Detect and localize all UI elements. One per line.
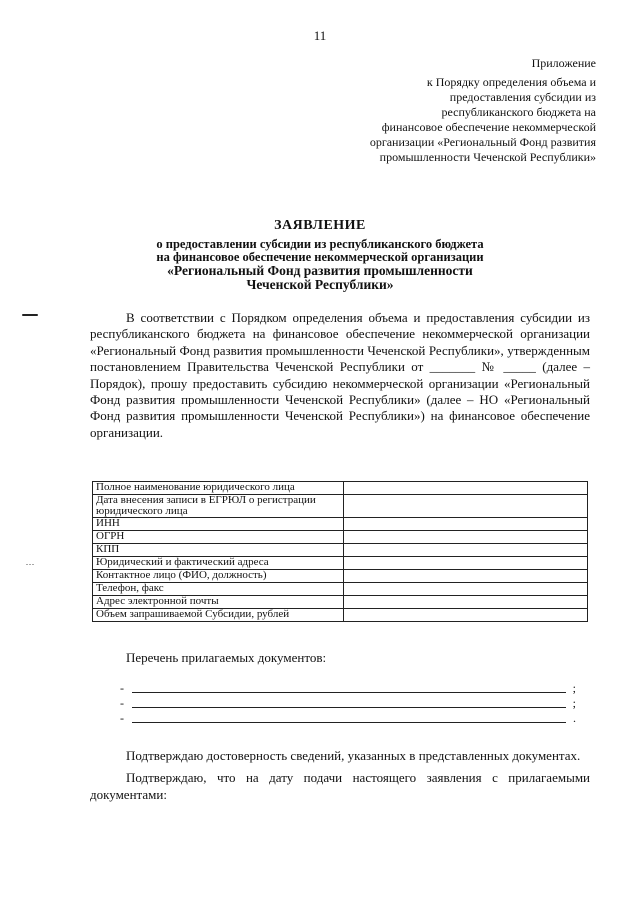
appendix-line: промышленности Чеченской Республики» xyxy=(379,150,596,164)
table-label-cell: ОГРН xyxy=(93,531,344,544)
organization-info-table xyxy=(92,481,588,622)
appendix-line: предоставления субсидии из xyxy=(449,90,596,104)
margin-dots-mark: ... xyxy=(26,558,35,567)
table-label-cell: Полное наименование юридического лица xyxy=(93,482,344,495)
document-entry-line xyxy=(120,696,580,714)
document-subtitle xyxy=(0,238,640,292)
table-value-cell xyxy=(344,518,588,531)
appendix-title: Приложение xyxy=(531,56,596,70)
table-row xyxy=(93,518,588,531)
body-text xyxy=(90,310,590,441)
table-value-cell xyxy=(344,609,588,622)
document-title: ЗАЯВЛЕНИЕ xyxy=(274,218,366,233)
body-paragraph: В соответствии с Порядком определения объема и предоставления субсидии из республиканского бюджета на финансовое обеспечение некоммерческой организации «Региональный Фонд развития промышленности Чеченской Республики», утвержденным постановлением Правительства Чеченской Республики от _______ № _____ (далее – Порядок), прошу предоставить субсидию некоммерческой организации «Региональный Фонд развития промышленности Чеченской Республики» (далее – НО «Региональный Фонд развития промышленности Чеченской Республики») на финансовое обеспечение организации. xyxy=(90,310,590,440)
table-value-cell xyxy=(344,495,588,518)
table-label-cell: КПП xyxy=(93,544,344,557)
table-row xyxy=(93,544,588,557)
appendix-line: финансовое обеспечение некоммерческой xyxy=(381,120,596,134)
page-number: 11 xyxy=(313,28,327,43)
line-end-mark: ; xyxy=(572,681,576,695)
table-value-cell xyxy=(344,544,588,557)
table-label-cell: Дата внесения записи в ЕГРЮЛ о регистрации юридического лица xyxy=(93,495,344,518)
subtitle-line: «Региональный Фонд развития промышленности xyxy=(167,263,473,278)
list-bullet: - xyxy=(120,696,124,710)
table-label-cell: Объем запрашиваемой Субсидии, рублей xyxy=(93,609,344,622)
table-value-cell xyxy=(344,531,588,544)
subtitle-line: на финансовое обеспечение некоммерческой организации xyxy=(156,250,484,264)
subtitle-line: о предоставлении субсидии из республиканского бюджета xyxy=(156,237,484,251)
table-value-cell xyxy=(344,583,588,596)
line-end-mark: . xyxy=(573,711,576,725)
confirmation-block xyxy=(90,748,590,809)
table-row xyxy=(93,495,588,518)
table-value-cell xyxy=(344,557,588,570)
table-row xyxy=(93,482,588,495)
table-row xyxy=(93,557,588,570)
document-entry-line xyxy=(120,711,580,729)
appendix-block xyxy=(296,56,596,165)
table-label-cell: Юридический и фактический адреса xyxy=(93,557,344,570)
documents-list xyxy=(120,681,580,729)
margin-dash-mark xyxy=(22,314,38,316)
table-row xyxy=(93,596,588,609)
table-label-cell: Контактное лицо (ФИО, должность) xyxy=(93,570,344,583)
confirmation-paragraph: Подтверждаю достоверность сведений, указанных в представленных документах. xyxy=(126,748,581,763)
table-value-cell xyxy=(344,482,588,495)
blank-line xyxy=(132,707,566,708)
line-end-mark: ; xyxy=(572,696,576,710)
blank-line xyxy=(132,722,566,723)
list-bullet: - xyxy=(120,711,124,725)
appendix-line: республиканского бюджета на xyxy=(441,105,596,119)
subtitle-line: Чеченской Республики» xyxy=(246,277,394,292)
table-row xyxy=(93,570,588,583)
blank-line xyxy=(132,692,566,693)
documents-list-title: Перечень прилагаемых документов: xyxy=(126,650,327,665)
table-label-cell: ИНН xyxy=(93,518,344,531)
table-value-cell xyxy=(344,596,588,609)
table-row xyxy=(93,609,588,622)
appendix-line: к Порядку определения объема и xyxy=(426,75,596,89)
table-row xyxy=(93,531,588,544)
appendix-line: организации «Региональный Фонд развития xyxy=(369,135,596,149)
table-label-cell: Телефон, факс xyxy=(93,583,344,596)
table-label-cell: Адрес электронной почты xyxy=(93,596,344,609)
table-value-cell xyxy=(344,570,588,583)
confirmation-paragraph: Подтверждаю, что на дату подачи настоящего заявления с прилагаемыми документами: xyxy=(90,770,590,802)
table-row xyxy=(93,583,588,596)
document-entry-line xyxy=(120,681,580,699)
list-bullet: - xyxy=(120,681,124,695)
